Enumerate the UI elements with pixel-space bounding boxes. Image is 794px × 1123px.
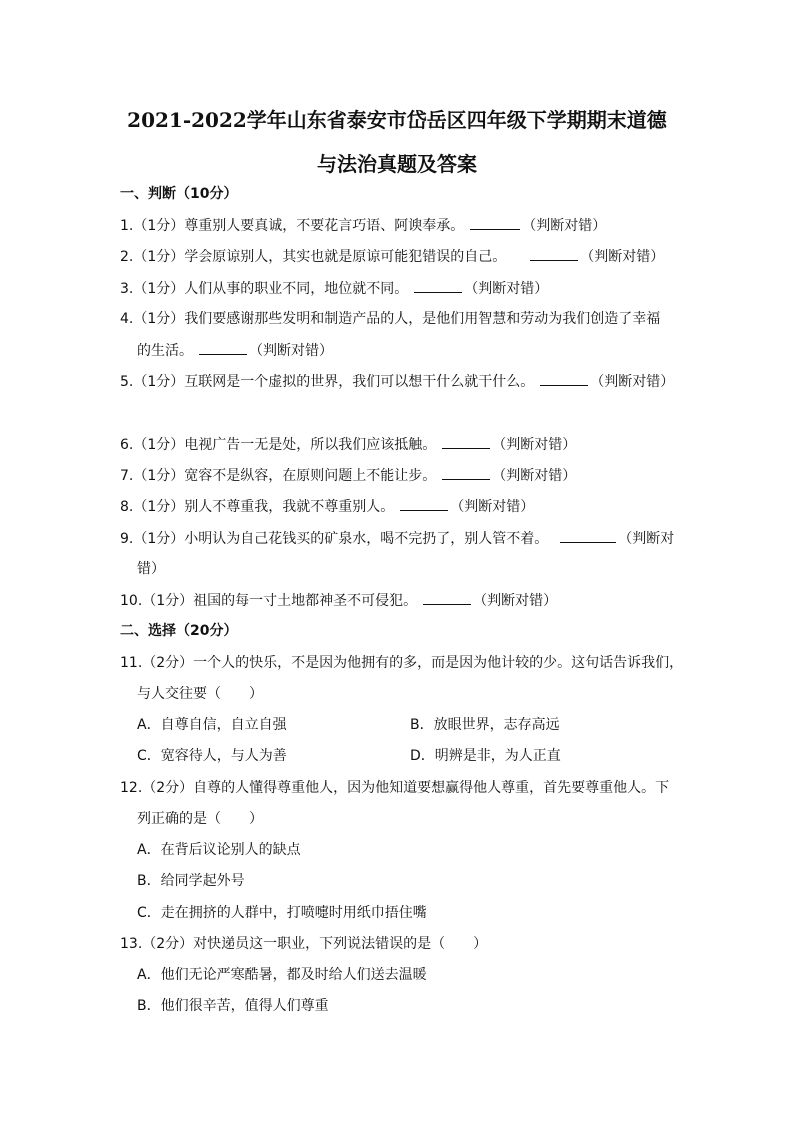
question-text: 8.（1分）别人不尊重我，我就不尊重别人。 <box>120 499 395 515</box>
question-tail: （判断对错） <box>580 249 665 265</box>
answer-blank[interactable] <box>530 246 578 261</box>
question-tail: （判断对错） <box>450 499 535 515</box>
question-text: 9.（1分）小明认为自己花钱买的矿泉水，喝不完扔了，别人管不着。 <box>120 531 549 547</box>
question-2 <box>120 246 664 267</box>
question-tail: （判断对错） <box>492 437 577 453</box>
question-text: 5.（1分）互联网是一个虚拟的世界，我们可以想干什么就干什么。 <box>120 374 535 390</box>
question-11-continued: 与人交往要（ ） <box>137 686 263 702</box>
option-12-c[interactable]: C．走在拥挤的人群中，打喷嚏时用纸巾捂住嘴 <box>137 905 427 921</box>
question-tail: （判断对错） <box>492 468 577 484</box>
question-text: 10.（1分）祖国的每一寸土地都神圣不可侵犯。 <box>120 593 418 609</box>
question-8 <box>120 496 534 517</box>
option-11-c[interactable]: C．宽容待人，与人为善 <box>137 748 287 764</box>
question-tail: （判断对错） <box>249 343 333 359</box>
section-heading-choice: 二、选择（20分） <box>120 623 238 639</box>
question-tail: （判断对错） <box>522 218 607 234</box>
question-6 <box>120 434 576 455</box>
option-11-b[interactable]: B．放眼世界，志存高远 <box>410 717 560 733</box>
question-9 <box>120 528 674 549</box>
question-13: 13.（2分）对快递员这一职业，下列说法错误的是（ ） <box>120 936 488 952</box>
answer-blank[interactable] <box>400 496 448 511</box>
option-13-a[interactable]: A．他们无论严寒酷暑，都及时给人们送去温暖 <box>137 967 427 983</box>
question-text: 的生活。 <box>137 343 193 359</box>
answer-blank[interactable] <box>199 340 247 355</box>
answer-blank[interactable] <box>442 465 490 480</box>
question-tail: （判断对错） <box>473 593 558 609</box>
page-title-line-2: 与法治真题及答案 <box>317 152 477 176</box>
question-tail: （判断对错） <box>590 374 675 390</box>
option-13-b[interactable]: B．他们很辛苦，值得人们尊重 <box>137 998 329 1014</box>
question-text: 7.（1分）宽容不是纵容，在原则问题上不能让步。 <box>120 468 437 484</box>
question-4: 4.（1分）我们要感谢那些发明和制造产品的人，是他们用智慧和劳动为我们创造了幸福 <box>120 311 661 327</box>
question-text: 1.（1分）尊重别人要真诚，不要花言巧语、阿谀奉承。 <box>120 218 465 234</box>
option-11-a[interactable]: A．自尊自信，自立自强 <box>137 717 287 733</box>
question-12-continued: 列正确的是（ ） <box>137 811 263 827</box>
question-7 <box>120 465 576 486</box>
question-tail: （判断对 <box>618 531 675 547</box>
answer-blank[interactable] <box>560 528 616 543</box>
question-3 <box>120 278 548 299</box>
answer-blank[interactable] <box>423 590 471 605</box>
question-text: 2.（1分）学会原谅别人，其实也就是原谅可能犯错误的自己。 <box>120 249 507 265</box>
question-text: 3.（1分）人们从事的职业不同，地位就不同。 <box>120 281 409 297</box>
section-heading-judgment: 一、判断（10分） <box>120 186 238 202</box>
answer-blank[interactable] <box>540 371 588 386</box>
option-12-b[interactable]: B．给同学起外号 <box>137 873 245 889</box>
question-4-continued <box>137 340 333 361</box>
page-title-line-1: 2021-2022学年山东省泰安市岱岳区四年级下学期期末道德 <box>127 108 667 132</box>
option-11-d[interactable]: D．明辨是非，为人正直 <box>410 748 561 764</box>
question-5 <box>120 371 674 392</box>
question-tail: （判断对错） <box>464 281 549 297</box>
question-10 <box>120 590 557 611</box>
question-11: 11.（2分）一个人的快乐，不是因为他拥有的多，而是因为他计较的少。这句话告诉我们， <box>120 655 684 671</box>
answer-blank[interactable] <box>442 434 490 449</box>
question-12: 12.（2分）自尊的人懂得尊重他人，因为他知道要想赢得他人尊重，首先要尊重他人。下 <box>120 780 670 796</box>
question-text: 6.（1分）电视广告一无是处，所以我们应该抵触。 <box>120 437 437 453</box>
answer-blank[interactable] <box>414 278 462 293</box>
question-9-continued: 错） <box>137 561 165 577</box>
question-1 <box>120 215 606 236</box>
answer-blank[interactable] <box>470 215 520 230</box>
option-12-a[interactable]: A．在背后议论别人的缺点 <box>137 842 301 858</box>
